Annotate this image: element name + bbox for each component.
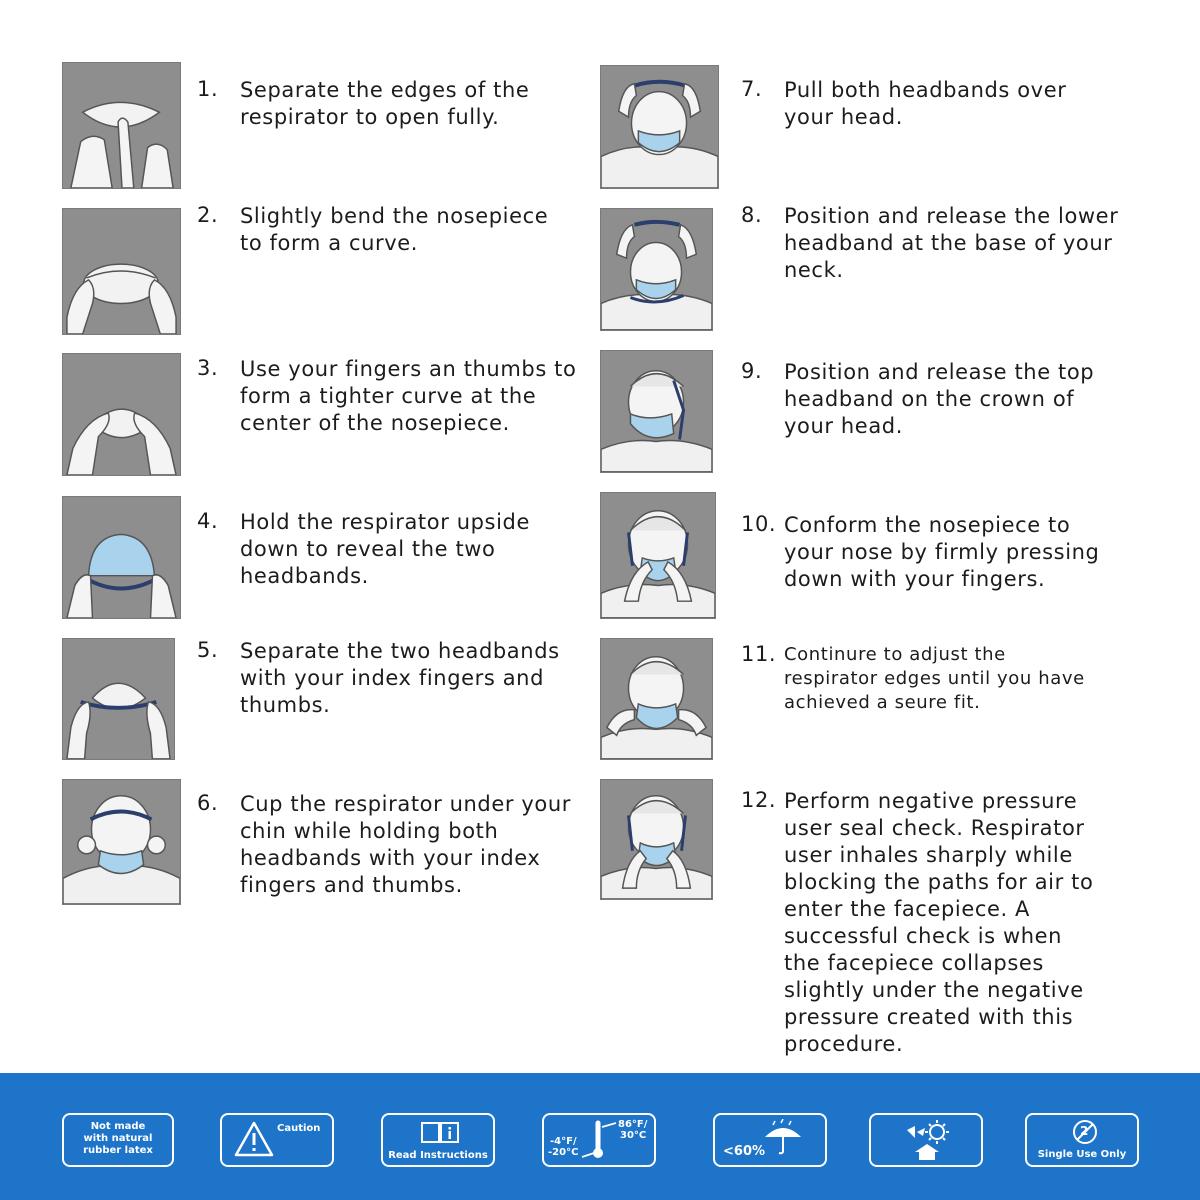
step-number: 7. [741,77,763,101]
step-10-illustration [600,492,716,619]
step-number: 9. [741,359,763,383]
step-7-illustration [600,65,719,189]
step-number: 8. [741,203,763,227]
latex-line-3: rubber latex [83,1145,153,1156]
step-5-illustration [62,638,175,760]
temp-low-line-2: -20°C [548,1147,579,1158]
step-number: 10. [741,512,777,536]
read-instructions-badge [381,1113,495,1167]
step-number: 6. [197,791,219,815]
temp-high-line-1: 86°F/ [618,1119,648,1130]
latex-line-2: with natural [83,1133,153,1144]
open-book-icon [420,1120,460,1144]
umbrella-rain-icon [761,1119,805,1155]
footer-banner [0,1073,1200,1200]
step-number: 2. [197,203,219,227]
humidity-label: <60% [723,1144,766,1159]
step-1-illustration [62,62,181,189]
step-text: Perform negative pressure user seal check. Respirator user inhales sharply while blocking the paths for air to enter the facepiece. A successful check is when the facepiece collapses slightly under the negative pressure created with this procedure. [784,789,1094,1056]
step-8-illustration [600,208,713,331]
step-number: 4. [197,509,219,533]
step-11-illustration [600,638,713,760]
step-4-illustration [62,496,181,619]
thermometer-icon [580,1119,620,1163]
sunlight-icon [897,1118,957,1162]
step-9-illustration [600,350,713,473]
single-use-label: Single Use Only [1037,1149,1127,1160]
step-3-illustration [62,353,181,476]
single-use-badge [1025,1113,1139,1167]
read-instructions-label: Read Instructions [388,1150,488,1161]
step-text: Separate the edges of the respirator to open fully. [240,78,530,129]
caution-label: Caution [277,1123,321,1134]
step-text: Position and release the top headband on the crown of your head. [784,360,1095,438]
step-number: 12. [741,788,777,812]
step-text: Slightly bend the nosepiece to form a curve. [240,204,549,255]
caution-badge [220,1113,334,1167]
latex-free-badge [62,1113,174,1167]
step-number: 11. [741,642,777,666]
humidity-limit-badge [713,1113,827,1167]
step-text: Position and release the lower headband at the base of your neck. [784,204,1119,282]
keep-away-sunlight-badge [869,1113,983,1167]
step-text: Continure to adjust the respirator edges until you have achieved a seure fit. [784,644,1085,713]
warning-triangle-icon [234,1121,274,1157]
step-text: Separate the two headbands with your index fingers and thumbs. [240,639,560,717]
latex-line-1: Not made [90,1121,146,1132]
step-number: 5. [197,638,219,662]
temperature-range-badge [542,1113,656,1167]
step-number: 1. [197,77,219,101]
step-text: Pull both headbands over your head. [784,78,1067,129]
temp-high-line-2: 30°C [620,1130,647,1141]
step-6-illustration [62,779,181,905]
step-number: 3. [197,356,219,380]
step-text: Use your fingers an thumbs to form a tighter curve at the center of the nosepiece. [240,357,577,435]
step-text: Cup the respirator under your chin while holding both headbands with your index fingers and thumbs. [240,792,572,897]
step-text: Conform the nosepiece to your nose by firmly pressing down with your fingers. [784,513,1100,591]
temp-low-line-1: -4°F/ [550,1136,577,1147]
step-2-illustration [62,208,181,335]
step-12-illustration [600,779,713,900]
do-not-reuse-symbol: 2 [1080,1124,1089,1138]
step-text: Hold the respirator upside down to reveal the two headbands. [240,510,530,588]
